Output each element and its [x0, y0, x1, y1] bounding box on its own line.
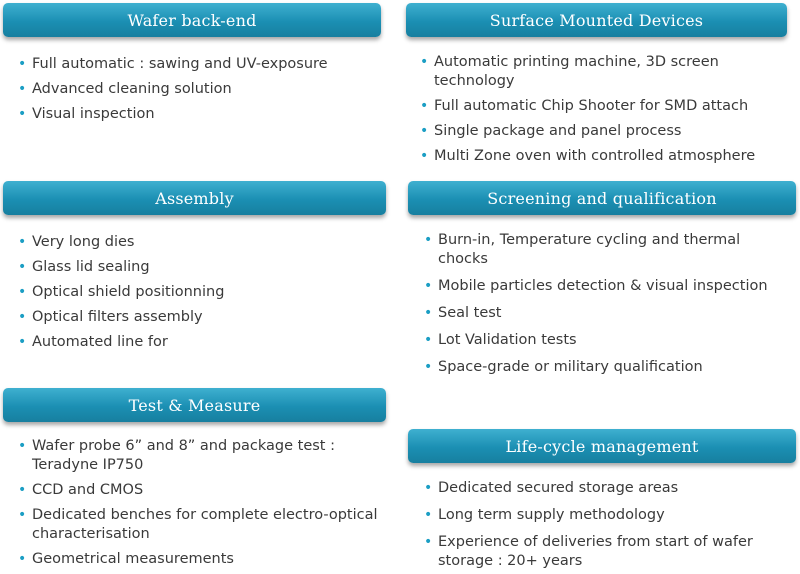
test-and-measure-title: Test & Measure	[128, 395, 261, 415]
bullet-icon: •	[424, 332, 433, 348]
screening-and-qualification-title: Screening and qualification	[487, 188, 717, 208]
bullet-icon: •	[18, 482, 27, 498]
bullet-icon: •	[424, 534, 433, 550]
list-item: • Optical filters assembly	[18, 309, 203, 325]
bullet-icon: •	[18, 438, 27, 454]
bullet-icon: •	[18, 234, 27, 250]
list-item: • Seal test	[424, 305, 502, 321]
assembly-banner	[3, 181, 386, 215]
assembly-title: Assembly	[155, 188, 234, 208]
list-item: • Lot Validation tests	[424, 332, 577, 348]
assembly-list	[16, 233, 386, 352]
bullet-icon: •	[18, 81, 27, 97]
bullet-icon: •	[424, 305, 433, 321]
list-item: • Experience of deliveries from start of wafer storage : 20+ years	[424, 534, 753, 569]
bullet-icon: •	[424, 232, 433, 248]
bullet-icon: •	[420, 98, 429, 114]
list-item: • Optical shield positionning	[18, 284, 225, 300]
surface-mounted-devices-banner	[406, 3, 787, 37]
list-item: • Full automatic Chip Shooter for SMD attach	[420, 98, 749, 114]
list-item: • Mobile particles detection & visual inspection	[424, 278, 768, 294]
list-item: • Dedicated benches for complete electro-optical characterisation	[18, 507, 378, 542]
list-item: • Wafer probe 6” and 8” and package test : Teradyne IP750	[18, 438, 335, 473]
screening-and-qualification-list	[422, 231, 772, 377]
list-item: • Full automatic : sawing and UV-exposure	[18, 56, 328, 72]
bullet-icon: •	[18, 507, 27, 523]
wafer-back-end-list	[16, 55, 386, 124]
list-item: • Visual inspection	[18, 106, 155, 122]
bullet-icon: •	[18, 309, 27, 325]
bullet-icon: •	[420, 123, 429, 139]
list-item: • CCD and CMOS	[18, 482, 144, 498]
bullet-icon: •	[18, 106, 27, 122]
wafer-back-end-title: Wafer back-end	[127, 10, 257, 30]
list-item: • Automatic printing machine, 3D screen technology	[420, 54, 719, 89]
list-item: • Long term supply methodology	[424, 507, 665, 523]
bullet-icon: •	[18, 551, 27, 567]
wafer-back-end-banner	[3, 3, 381, 37]
bullet-icon: •	[18, 259, 27, 275]
life-cycle-management-list	[422, 479, 772, 571]
list-item: • Glass lid sealing	[18, 259, 150, 275]
list-item: • Single package and panel process	[420, 123, 682, 139]
list-item: • Automated line for	[18, 334, 168, 350]
list-item: • Advanced cleaning solution	[18, 81, 232, 97]
bullet-icon: •	[18, 284, 27, 300]
bullet-icon: •	[420, 148, 429, 164]
life-cycle-management-title: Life-cycle management	[505, 436, 699, 456]
bullet-icon: •	[18, 334, 27, 350]
bullet-icon: •	[424, 278, 433, 294]
bullet-icon: •	[424, 507, 433, 523]
surface-mounted-devices-title: Surface Mounted Devices	[489, 10, 704, 30]
bullet-icon: •	[420, 54, 429, 70]
list-item: • Multi Zone oven with controlled atmosphere	[420, 148, 756, 164]
bullet-icon: •	[424, 480, 433, 496]
life-cycle-management-banner	[408, 429, 796, 463]
bullet-icon: •	[424, 359, 433, 375]
list-item: • Dedicated secured storage areas	[424, 480, 679, 496]
test-and-measure-list	[16, 437, 386, 569]
screening-and-qualification-banner	[408, 181, 796, 215]
list-item: • Geometrical measurements	[18, 551, 234, 567]
bullet-icon: •	[18, 56, 27, 72]
list-item: • Very long dies	[18, 234, 135, 250]
list-item: • Burn-in, Temperature cycling and thermal chocks	[424, 232, 741, 267]
list-item: • Space-grade or military qualification	[424, 359, 703, 375]
test-and-measure-banner	[3, 388, 386, 422]
surface-mounted-devices-list	[418, 53, 788, 166]
